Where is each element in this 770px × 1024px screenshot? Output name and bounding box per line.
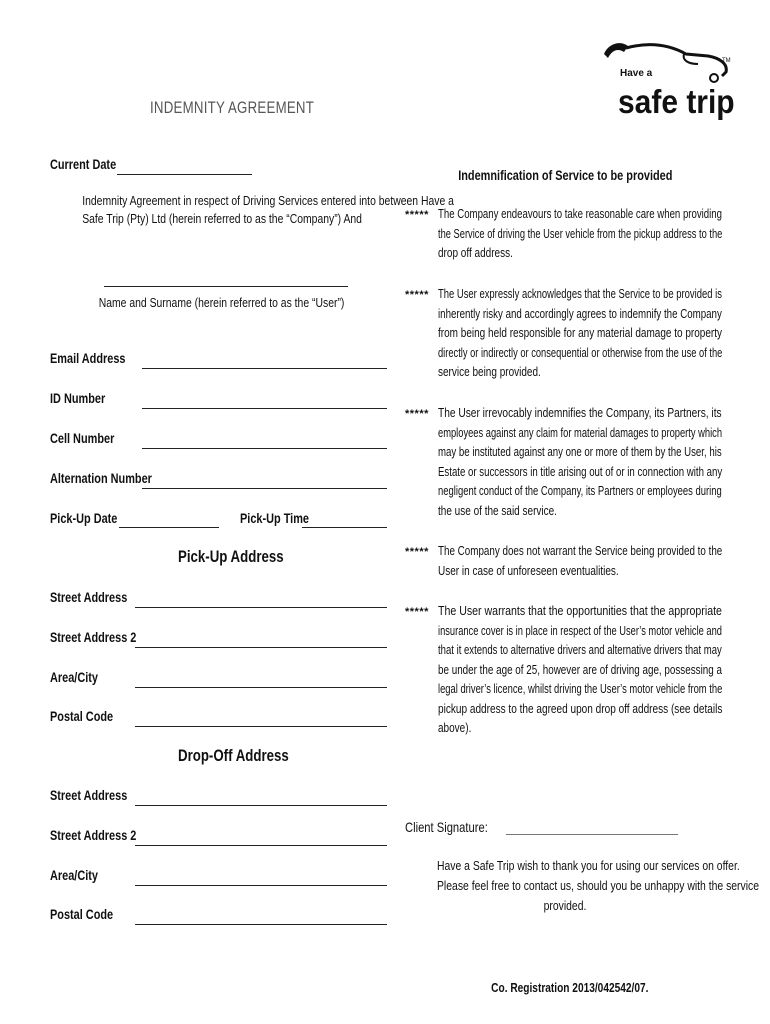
clause-line: The User warrants that the opportunities that the appropriate — [438, 604, 722, 618]
indemnity-clause — [438, 285, 722, 383]
thank-you-note — [405, 856, 760, 916]
dropoff-street-field[interactable] — [135, 805, 387, 806]
pickup-date-label: Pick-Up Date — [50, 510, 118, 526]
pickup-address-heading: Pick-Up Address — [178, 547, 284, 566]
name-surname-field[interactable] — [104, 286, 348, 287]
clause-line: the use of the said service. — [438, 503, 557, 518]
pickup-city-label: Area/City — [50, 669, 98, 685]
id-number-field[interactable] — [142, 408, 387, 409]
indemnity-clause — [438, 602, 722, 739]
pickup-postal-field[interactable] — [135, 726, 387, 727]
clause-line: inherently risky and accordingly agrees to indemnify the Company — [438, 306, 722, 321]
client-signature-field[interactable] — [506, 834, 678, 835]
clause-line: pickup address to the agreed upon drop off address (see details — [438, 701, 723, 716]
thanks-line: Please feel free to contact us, should you be unhappy with the service — [437, 878, 760, 893]
document-title: INDEMNITY AGREEMENT — [150, 98, 315, 117]
safe-trip-logo — [598, 38, 738, 130]
email-label: Email Address — [50, 350, 126, 366]
alternation-number-label: Alternation Number — [50, 470, 152, 486]
id-number-label: ID Number — [50, 390, 106, 406]
pickup-street-field[interactable] — [135, 607, 387, 608]
indemnification-heading: Indemnification of Service to be provided — [457, 167, 673, 183]
pickup-street2-label: Street Address 2 — [50, 629, 137, 645]
clause-line: may be instituted against any one or more of them by the User, his — [438, 445, 722, 459]
intro-line: Safe Trip (Pty) Ltd (herein referred to as the “Company”) And — [82, 211, 362, 226]
alternation-number-field[interactable] — [142, 488, 387, 489]
logo-small-text: Have a — [620, 68, 653, 79]
logo-large-text: safe trip — [618, 82, 735, 121]
clause-line: above). — [438, 721, 472, 735]
dropoff-city-label: Area/City — [50, 867, 98, 883]
thanks-line: provided. — [543, 898, 587, 913]
clause-line: drop off address. — [438, 246, 513, 260]
indemnity-clause — [438, 542, 722, 581]
dropoff-postal-label: Postal Code — [50, 906, 114, 922]
clause-line: employees against any claim for material damages to property which — [438, 425, 723, 440]
clause-line: The Company endeavours to take reasonable care when providing — [438, 207, 722, 221]
clause-line: the Service of driving the User vehicle from the pickup address to the — [438, 226, 723, 241]
clause-bullet: ***** — [405, 546, 429, 558]
dropoff-street-label: Street Address — [50, 787, 128, 803]
clause-line: negligent conduct of the Company, its Partners or employees during — [438, 484, 722, 498]
indemnity-clause — [438, 404, 722, 521]
clause-bullet: ***** — [405, 606, 429, 618]
clause-bullet: ***** — [405, 289, 429, 301]
clause-line: The User expressly acknowledges that the Service to be provided is — [438, 287, 722, 301]
clause-line: insurance cover is in place in respect of the User’s motor vehicle and — [438, 623, 722, 638]
cell-number-field[interactable] — [142, 448, 387, 449]
pickup-street2-field[interactable] — [135, 647, 387, 648]
dropoff-street2-field[interactable] — [135, 845, 387, 846]
name-caption: Name and Surname (herein referred to as the “User”) — [98, 295, 345, 310]
pickup-city-field[interactable] — [135, 687, 387, 688]
email-field[interactable] — [142, 368, 387, 369]
clause-line: directly or indirectly or consequential or otherwise from the use of the — [438, 345, 723, 360]
cell-number-label: Cell Number — [50, 430, 115, 446]
clause-line: The Company does not warrant the Service being provided to the — [438, 544, 723, 558]
dropoff-address-heading: Drop-Off Address — [178, 746, 289, 765]
intro-text — [48, 192, 454, 228]
clause-line: be under the age of 25, however are of driving age, possessing a — [438, 662, 722, 677]
thanks-line: Have a Safe Trip wish to thank you for using our services on offer. — [437, 858, 740, 873]
clause-bullet: ***** — [405, 209, 429, 221]
pickup-date-field[interactable] — [119, 527, 219, 528]
clause-line: Estate or successors in title arising out of or in connection with any — [438, 464, 723, 479]
clause-line: from being held responsible for any material damage to property — [438, 326, 723, 340]
indemnity-clause — [438, 205, 722, 264]
pickup-time-field[interactable] — [302, 527, 387, 528]
client-signature-label: Client Signature: — [405, 819, 488, 835]
pickup-street-label: Street Address — [50, 589, 128, 605]
pickup-postal-label: Postal Code — [50, 708, 114, 724]
dropoff-city-field[interactable] — [135, 885, 387, 886]
clause-line: legal driver’s licence, whilst driving the User’s motor vehicle from the — [438, 682, 723, 696]
dropoff-street2-label: Street Address 2 — [50, 827, 137, 843]
clause-line: service being provided. — [438, 365, 541, 379]
clause-line: The User irrevocably indemnifies the Company, its Partners, its — [438, 406, 722, 420]
clause-line: User in case of unforeseen eventualities. — [438, 563, 619, 578]
current-date-label: Current Date — [50, 156, 117, 172]
intro-line: Indemnity Agreement in respect of Driving Services entered into between Have a — [82, 193, 454, 208]
clause-line: that it extends to alternative drivers and alternative drivers that may — [438, 643, 722, 657]
pickup-time-label: Pick-Up Time — [240, 510, 309, 526]
logo-tm: TM — [722, 58, 731, 64]
company-registration: Co. Registration 2013/042542/07. — [491, 980, 649, 995]
current-date-field[interactable] — [117, 174, 252, 175]
dropoff-postal-field[interactable] — [135, 924, 387, 925]
clause-bullet: ***** — [405, 408, 429, 420]
